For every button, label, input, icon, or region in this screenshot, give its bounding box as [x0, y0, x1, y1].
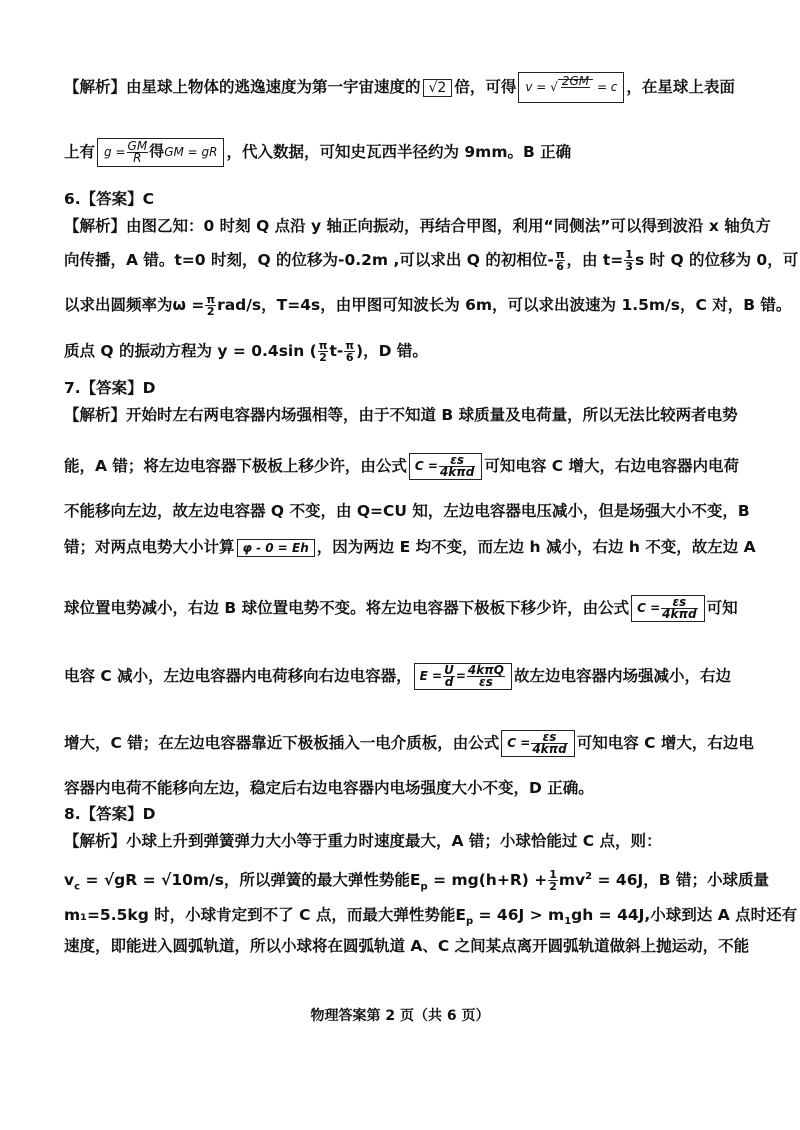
formula-part: C = [507, 736, 531, 750]
q6-text: t- [329, 342, 344, 360]
sqrt2-box: √2 [423, 79, 453, 97]
formula-den: R [133, 151, 142, 165]
q6-heading: 6.【答案】C [64, 190, 155, 208]
formula-num: U [444, 663, 454, 677]
formula-part: = [455, 669, 466, 683]
q7-text: 可知 [706, 599, 738, 617]
q7-text: 故左边电容器内场强减小，右边 [513, 667, 731, 685]
q7-line-6 [64, 663, 731, 690]
q8-sub: c [74, 881, 81, 893]
q8-text: m₁=5.5kg 时，小球肯定到不了 C 点，而最大弹性势能E [64, 906, 466, 924]
q6-line-4 [64, 340, 428, 363]
q7-line-3: 不能移向左边，故左边电容器 Q 不变，由 Q=CU 知，左边电容器电压减小，但是场强大小不变，B [64, 502, 750, 520]
q8-text: = 46J，B 错；小球质量 [592, 871, 769, 890]
formula-den: 4kπd [662, 607, 697, 621]
formula-num: εs [531, 732, 567, 744]
q8-text: = √gR = √10m/s，所以弹簧的最大弹性势能E [80, 871, 421, 890]
q6-text: 质点 Q 的振动方程为 y = 0.4sin ( [64, 342, 317, 360]
q7-heading: 7.【答案】D [64, 379, 156, 397]
p5-text: ，代入数据，可知史瓦西半径约为 9mm。B 正确 [226, 143, 572, 161]
q6-text: 以求出圆频率为ω = [64, 296, 205, 314]
q7-line-1: 【解析】开始时左右两电容器内场强相等，由于不知道 B 球质量及电荷量，所以无法比较两者电势 [64, 406, 738, 424]
frac-num: π [206, 293, 216, 306]
p5-text: ，在星球上表面 [626, 78, 735, 96]
q7-text: ，因为两边 E 均不变，而左边 h 减小，右边 h 不变，故左边 A [316, 538, 756, 556]
q8-sub: 1 [564, 916, 572, 928]
q7-text: 球位置电势减小，右边 B 球位置电势不变。将左边电容器下极板下移少许，由公式 [64, 599, 630, 617]
q7-line-5 [64, 595, 738, 622]
q8-line-3 [64, 904, 797, 933]
q7-text: 错；对两点电势大小计算 [64, 538, 235, 556]
capacitance-formula [501, 730, 574, 757]
q8-line-4: 速度，即能进入圆弧轨道，所以小球将在圆弧轨道 A、C 之间某点离开圆弧轨道做斜上抛运动，不能 [64, 937, 750, 955]
q8-heading: 8.【答案】D [64, 805, 156, 823]
formula-den: εs [479, 675, 493, 689]
q8-text: = 46J > m [473, 906, 565, 924]
frac-num: π [318, 339, 328, 352]
formula-part: g = [104, 145, 126, 159]
q8-text: v [64, 871, 75, 890]
formula-part: v = [525, 80, 547, 94]
q6-text: 向传播，A 错。t=0 时刻，Q 的位移为-0.2m ,可以求出 Q 的初相位- [64, 251, 554, 269]
q6-text: )，D 错。 [356, 342, 428, 360]
formula-part: C = [414, 459, 438, 473]
frac-den: 2 [549, 880, 557, 894]
frac-num: 1 [549, 868, 557, 882]
formula-num: εs [661, 597, 697, 609]
p5-text: 【解析】由星球上物体的逃逸速度为第一宇宙速度的 [64, 78, 421, 96]
frac-den: 6 [556, 260, 564, 273]
formula-num: 4kπQ [467, 663, 504, 677]
p5-line-1 [64, 72, 735, 103]
q6-line-3 [64, 294, 791, 317]
formula-part: = c [596, 80, 618, 94]
formula-den: d [444, 675, 454, 689]
frac-den: 2 [319, 351, 327, 364]
q7-text: 能，A 错；将左边电容器下极板上移少许，由公式 [64, 457, 407, 475]
q7-line-2 [64, 453, 739, 480]
formula-part: GM = gR [164, 145, 218, 159]
frac-den: 2 [206, 305, 215, 318]
q8-sub: p [420, 881, 428, 893]
frac-den: 6 [345, 351, 354, 364]
formula-num: GM [127, 139, 148, 153]
frac-num: π [555, 248, 565, 261]
q6-text: s 时 Q 的位移为 0，可 [634, 251, 799, 269]
q7-line-8: 容器内电荷不能移向左边，稳定后右边电容器内电场强度大小不变，D 正确。 [64, 779, 594, 797]
q6-line-1: 【解析】由图乙知：0 时刻 Q 点沿 y 轴正向振动，再结合甲图，利用“同侧法”可以得到波沿 x 轴负方 [64, 217, 771, 235]
frac-num: 1 [625, 248, 633, 261]
formula-part: 得 [149, 142, 165, 160]
q6-text: rad/s，T=4s，由甲图可知波长为 6m，可以求出波速为 1.5m/s，C 对，B 错。 [217, 296, 792, 314]
q8-sub: p [465, 916, 474, 928]
formula-part: C = [637, 601, 661, 615]
q7-text: 电容 C 减小，左边电容器内电荷移向右边电容器， [64, 667, 412, 685]
q7-text: 可知电容 C 增大，右边电 [576, 734, 754, 752]
q7-line-7 [64, 730, 754, 757]
q8-line-1: 【解析】小球上升到弹簧弹力大小等于重力时速度最大，A 错；小球恰能过 C 点，则： [64, 832, 662, 850]
q6-line-2 [64, 249, 798, 272]
q8-text: mv [558, 871, 586, 890]
field-formula [414, 663, 512, 690]
page-footer: 物理答案第 2 页（共 6 页） [310, 1008, 490, 1024]
p5-line-2 [64, 138, 571, 167]
potential-formula: φ - 0 = Eh [237, 539, 315, 557]
q8-text: gh = 44J,小球到达 A 点时还有 [571, 906, 798, 924]
formula-part: E = [419, 669, 443, 683]
q8-sup: 2 [585, 871, 593, 882]
escape-velocity-formula: v = √ 2GM = c [518, 72, 624, 103]
q8-text: = mg(h+R) + [427, 871, 548, 890]
q8-line-2 [64, 866, 769, 898]
capacitance-formula [631, 595, 704, 622]
gravity-formula [97, 138, 224, 167]
q7-line-4 [64, 536, 756, 558]
q6-text: ，由 t= [566, 251, 624, 269]
q7-text: 增大，C 错；在左边电容器靠近下极板插入一电介质板，由公式 [64, 734, 500, 752]
p5-text: 倍，可得 [454, 78, 517, 96]
frac-num: π [345, 339, 355, 352]
formula-num: εs [439, 455, 475, 467]
p5-text: 上有 [64, 143, 96, 161]
formula-den: 4kπd [439, 465, 475, 479]
formula-den: 4kπd [532, 742, 567, 756]
q7-text: 可知电容 C 增大，右边电容器内电荷 [484, 457, 740, 475]
frac-den: 3 [625, 260, 633, 273]
capacitance-formula [409, 453, 482, 480]
formula-num: 2GM [561, 74, 590, 88]
